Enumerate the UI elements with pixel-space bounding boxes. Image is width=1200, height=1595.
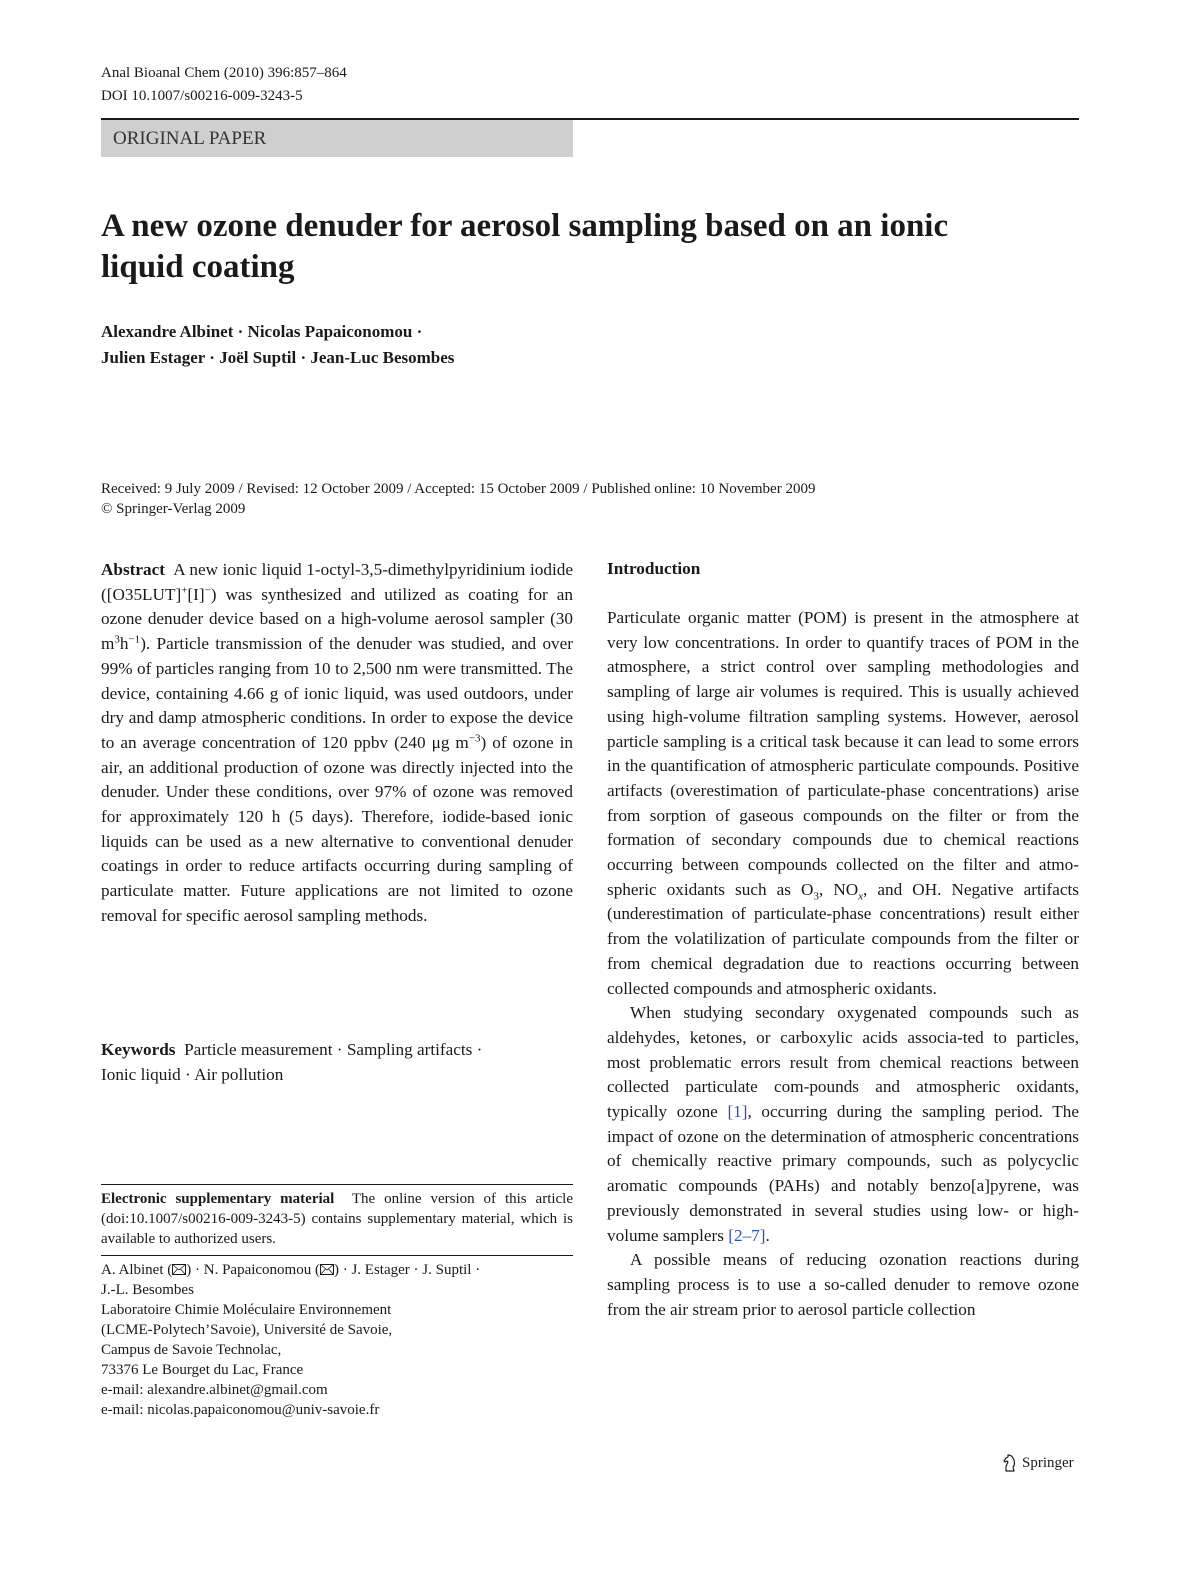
chess-knight-icon — [1002, 1454, 1018, 1472]
affiliation-rule — [101, 1255, 573, 1256]
keywords-line-1: Particle measurement · Sampling artifacts · — [184, 1040, 483, 1059]
intro-paragraph-3: A possible means of reducing ozonation reactions during sampling process is to use a so-called denuder to remove ozone from the air stream prior to aerosol particle collection — [607, 1250, 1079, 1319]
supplementary-note: Electronic supplementary material The online version of this article (doi:10.1007/s00216-009-3243-5) contains supplementary material, which is available to authorized users. — [101, 1191, 574, 1247]
publication-history: Received: 9 July 2009 / Revised: 12 October 2009 / Accepted: 15 October 2009 / Published online: 10 November 2009 — [101, 481, 816, 497]
introduction-body — [607, 606, 1079, 1322]
esm-rule — [101, 1184, 573, 1185]
keywords — [101, 1037, 573, 1087]
article-title — [101, 206, 1081, 288]
copyright: © Springer-Verlag 2009 — [101, 501, 246, 517]
publisher-logo — [1002, 1452, 1074, 1474]
reference-link[interactable]: [1] — [727, 1102, 748, 1122]
campus: Campus de Savoie Technolac, — [101, 1342, 282, 1358]
journal-citation: Anal Bioanal Chem (2010) 396:857–864 — [101, 65, 347, 81]
reference-link[interactable]: [2–7] — [728, 1225, 766, 1245]
abstract-label: Abstract — [101, 560, 165, 579]
abstract: Abstract A new ionic liquid 1-octyl-3,5-dimethylpyridinium iodide ([O35LUT]+[I]−) was synthesized and utilized as coating for an ozone denuder device based on a high-volume aerosol sampler (30 $m^3h^{-1}$). Particle transmission of the denuder was studied, and over 99% of particles ranging from 10 to 2,500 nm were transmitted. The device, containing 4.66 g of ionic liquid, was used outdoors, under dry and damp atmospheric conditions. In order to expose the device to an average concentration of 120 ppbv (240 μg $m^{-3}$) of ozone in air, an additional production of ozone was directly injected into the denuder. Under these conditions, over 97% of ozone was removed for approximately 120 h (5 days). Therefore, iodide-based ionic liquids can be used as a new alternative to conventional denuder coatings in order to reduce artifacts occurring during sampling of particulate matter. Future applications are not limited to ozone removal for specific aerosol sampling methods. — [101, 560, 573, 925]
section-heading-introduction: Introduction — [607, 559, 701, 578]
affiliation: A. Albinet ( ) · N. Papaiconomou ( ) · J. Estager · J. Suptil · J.-L. Besombes Laboratoire Chimie Moléculaire Environnement (LCME-Polytech’Savoie), Université de Savoie, Campus de Savoie Technolac, 73376 Le Bourget du Lac, France e-mail: alexandre.albinet@gmail.com e-mail: nicolas.papaiconomou@univ-savoie.fr — [101, 1262, 481, 1418]
university: (LCME-Polytech’Savoie), Université de Savoie, — [101, 1322, 393, 1338]
paper-type-banner: ORIGINAL PAPER — [101, 120, 573, 157]
title-line-2: liquid coating — [101, 249, 295, 285]
intro-paragraph-1: Particulate organic matter (POM) is present in the atmosphere at very low concentrations. In order to quantify traces of POM in the atmosphere, a strict control over sampling methodologies and sampling of large air volumes is required. This is usually achieved using high-volume filtration sampling systems. However, aerosol particle sampling is a critical task because it can lead to some errors in the quantification of atmospheric particulate compounds. Positive artifacts (overestimation of particulate-phase concentrations) arise from sorption of gaseous compounds on the filter or from the formation of secondary compounds due to chemical reactions occurring between compounds collected on the filter and atmo-spheric oxidants such as $O_3$, $NO_x$, and OH. Negative artifacts (underestimation of particulate-phase concentrations) result either from the volatilization of particulate compounds from the filter or from chemical degradation due to reactions occurring between collected compounds and atmospheric oxidants. — [607, 608, 1079, 998]
envelope-icon — [172, 1264, 186, 1275]
title-line-1: A new ozone denuder for aerosol sampling based on an ionic — [101, 208, 949, 244]
intro-paragraph-2: When studying secondary oxygenated compounds such as aldehydes, ketones, or carboxylic acids associa-ted to particles, most problematic errors result from chemical reactions between collected particulate com-pounds and atmospheric oxidants, typically ozone [1], occurring during the sampling period. The impact of ozone on the determination of atmospheric concentrations of chemically reactive primary compounds, such as polycyclic aromatic compounds (PAHs) and notably benzo[a]pyrene, was previously demonstrated in several studies using low- or high-volume samplers [2–7]. — [607, 1003, 1079, 1245]
lab-name: Laboratoire Chimie Moléculaire Environnement — [101, 1302, 392, 1318]
email-albinet[interactable]: e-mail: alexandre.albinet@gmail.com — [101, 1382, 328, 1398]
keywords-line-2: Ionic liquid · Air pollution — [101, 1065, 284, 1084]
publisher-name: Springer — [1022, 1455, 1074, 1471]
envelope-icon — [320, 1264, 334, 1275]
author-list — [101, 319, 801, 371]
city: 73376 Le Bourget du Lac, France — [101, 1362, 304, 1378]
authors-line-1: Alexandre Albinet · Nicolas Papaiconomou · — [101, 322, 423, 341]
doi: DOI 10.1007/s00216-009-3243-5 — [101, 88, 303, 104]
authors-line-2: Julien Estager · Joël Suptil · Jean-Luc Besombes — [101, 348, 455, 367]
esm-label: Electronic supplementary material — [101, 1191, 335, 1207]
keywords-label: Keywords — [101, 1040, 176, 1059]
email-papaiconomou[interactable]: e-mail: nicolas.papaiconomou@univ-savoie.fr — [101, 1402, 380, 1418]
